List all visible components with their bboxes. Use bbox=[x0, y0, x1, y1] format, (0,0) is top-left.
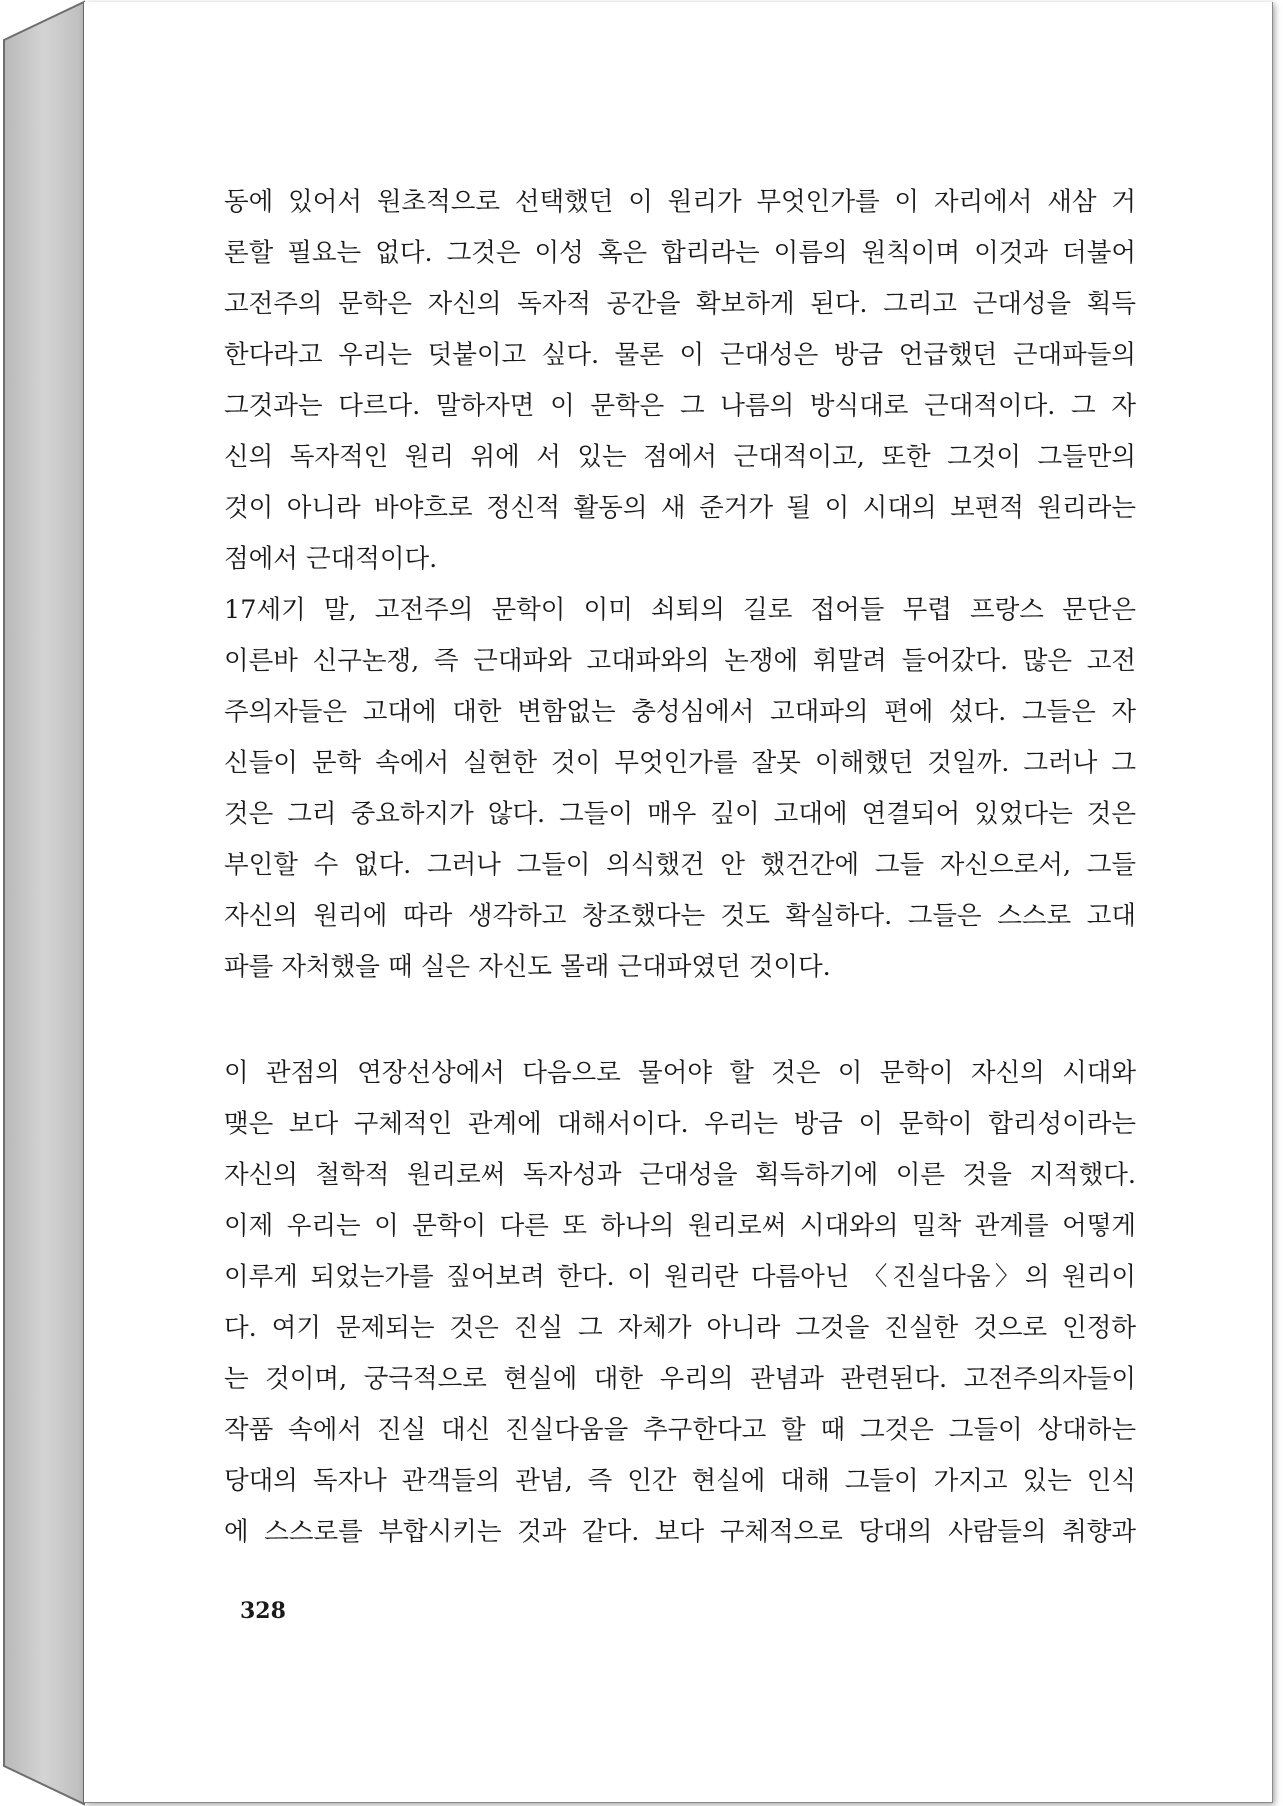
text-line: 한다라고 우리는 덧붙이고 싶다. 물론 이 근대성은 방금 언급했던 근대파들의 bbox=[224, 340, 1136, 370]
text-line: 자신의 원리에 따라 생각하고 창조했다는 것도 확실하다. 그들은 스스로 고대 bbox=[224, 901, 1136, 931]
text-line: 부인할 수 없다. 그러나 그들이 의식했건 안 했건간에 그들 자신으로서, 그들 bbox=[224, 850, 1136, 880]
text-line: 그것과는 다르다. 말하자면 이 문학은 그 나름의 방식대로 근대적이다. 그 자 bbox=[224, 391, 1136, 421]
text-line: 동에 있어서 원초적으로 선택했던 이 원리가 무엇인가를 이 자리에서 새삼 거 bbox=[224, 187, 1136, 217]
page-number: 328 bbox=[240, 1598, 286, 1624]
text-line: 에 스스로를 부합시키는 것과 같다. 보다 구체적으로 당대의 사람들의 취향과 bbox=[224, 1517, 1136, 1547]
text-line: 이루게 되었는가를 짚어보려 한다. 이 원리란 다름아닌 〈진실다움〉의 원리이 bbox=[224, 1262, 1136, 1292]
text-line: 이른바 신구논쟁, 즉 근대파와 고대파와의 논쟁에 휘말려 들어갔다. 많은 고전 bbox=[224, 646, 1136, 676]
text-line: 이 관점의 연장선상에서 다음으로 물어야 할 것은 이 문학이 자신의 시대와 bbox=[224, 1058, 1136, 1088]
text-line: 신의 독자적인 원리 위에 서 있는 점에서 근대적이고, 또한 그것이 그들만의 bbox=[224, 442, 1136, 472]
text-line: 고전주의 문학은 자신의 독자적 공간을 확보하게 된다. 그리고 근대성을 획득 bbox=[224, 289, 1136, 319]
text-line: 자신의 철학적 원리로써 독자성과 근대성을 획득하기에 이른 것을 지적했다. bbox=[224, 1160, 1136, 1190]
text-line: 17세기 말, 고전주의 문학이 이미 쇠퇴의 길로 접어들 무렵 프랑스 문단은 bbox=[224, 595, 1136, 625]
text-line: 점에서 근대적이다. bbox=[224, 544, 438, 574]
text-line: 론할 필요는 없다. 그것은 이성 혹은 합리라는 이름의 원칙이며 이것과 더불어 bbox=[224, 238, 1136, 268]
text-line: 작품 속에서 진실 대신 진실다움을 추구한다고 할 때 그것은 그들이 상대하는 bbox=[224, 1415, 1136, 1445]
text-line: 파를 자처했을 때 실은 자신도 몰래 근대파였던 것이다. bbox=[224, 952, 831, 982]
text-line: 는 것이며, 궁극적으로 현실에 대한 우리의 관념과 관련된다. 고전주의자들이 bbox=[224, 1364, 1136, 1394]
paragraph bbox=[224, 177, 1136, 585]
text-line: 주의자들은 고대에 대한 변함없는 충성심에서 고대파의 편에 섰다. 그들은 자 bbox=[224, 697, 1136, 727]
paragraph-gap bbox=[224, 993, 1136, 1048]
text-line: 맺은 보다 구체적인 관계에 대해서이다. 우리는 방금 이 문학이 합리성이라는 bbox=[224, 1109, 1136, 1139]
paragraph bbox=[224, 585, 1136, 993]
text-line: 당대의 독자나 관객들의 관념, 즉 인간 현실에 대해 그들이 가지고 있는 인식 bbox=[224, 1466, 1136, 1496]
text-line: 이제 우리는 이 문학이 다른 또 하나의 원리로써 시대와의 밀착 관계를 어떻게 bbox=[224, 1211, 1136, 1241]
paragraph bbox=[224, 1048, 1136, 1558]
text-line: 다. 여기 문제되는 것은 진실 그 자체가 아니라 그것을 진실한 것으로 인정하 bbox=[224, 1313, 1136, 1343]
text-line: 것은 그리 중요하지가 않다. 그들이 매우 깊이 고대에 연결되어 있었다는 것은 bbox=[224, 799, 1136, 829]
text-line: 신들이 문학 속에서 실현한 것이 무엇인가를 잘못 이해했던 것일까. 그러나 그 bbox=[224, 748, 1136, 778]
page-body-text bbox=[224, 177, 1136, 1558]
text-line: 것이 아니라 바야흐로 정신적 활동의 새 준거가 될 이 시대의 보편적 원리라는 bbox=[224, 493, 1136, 523]
